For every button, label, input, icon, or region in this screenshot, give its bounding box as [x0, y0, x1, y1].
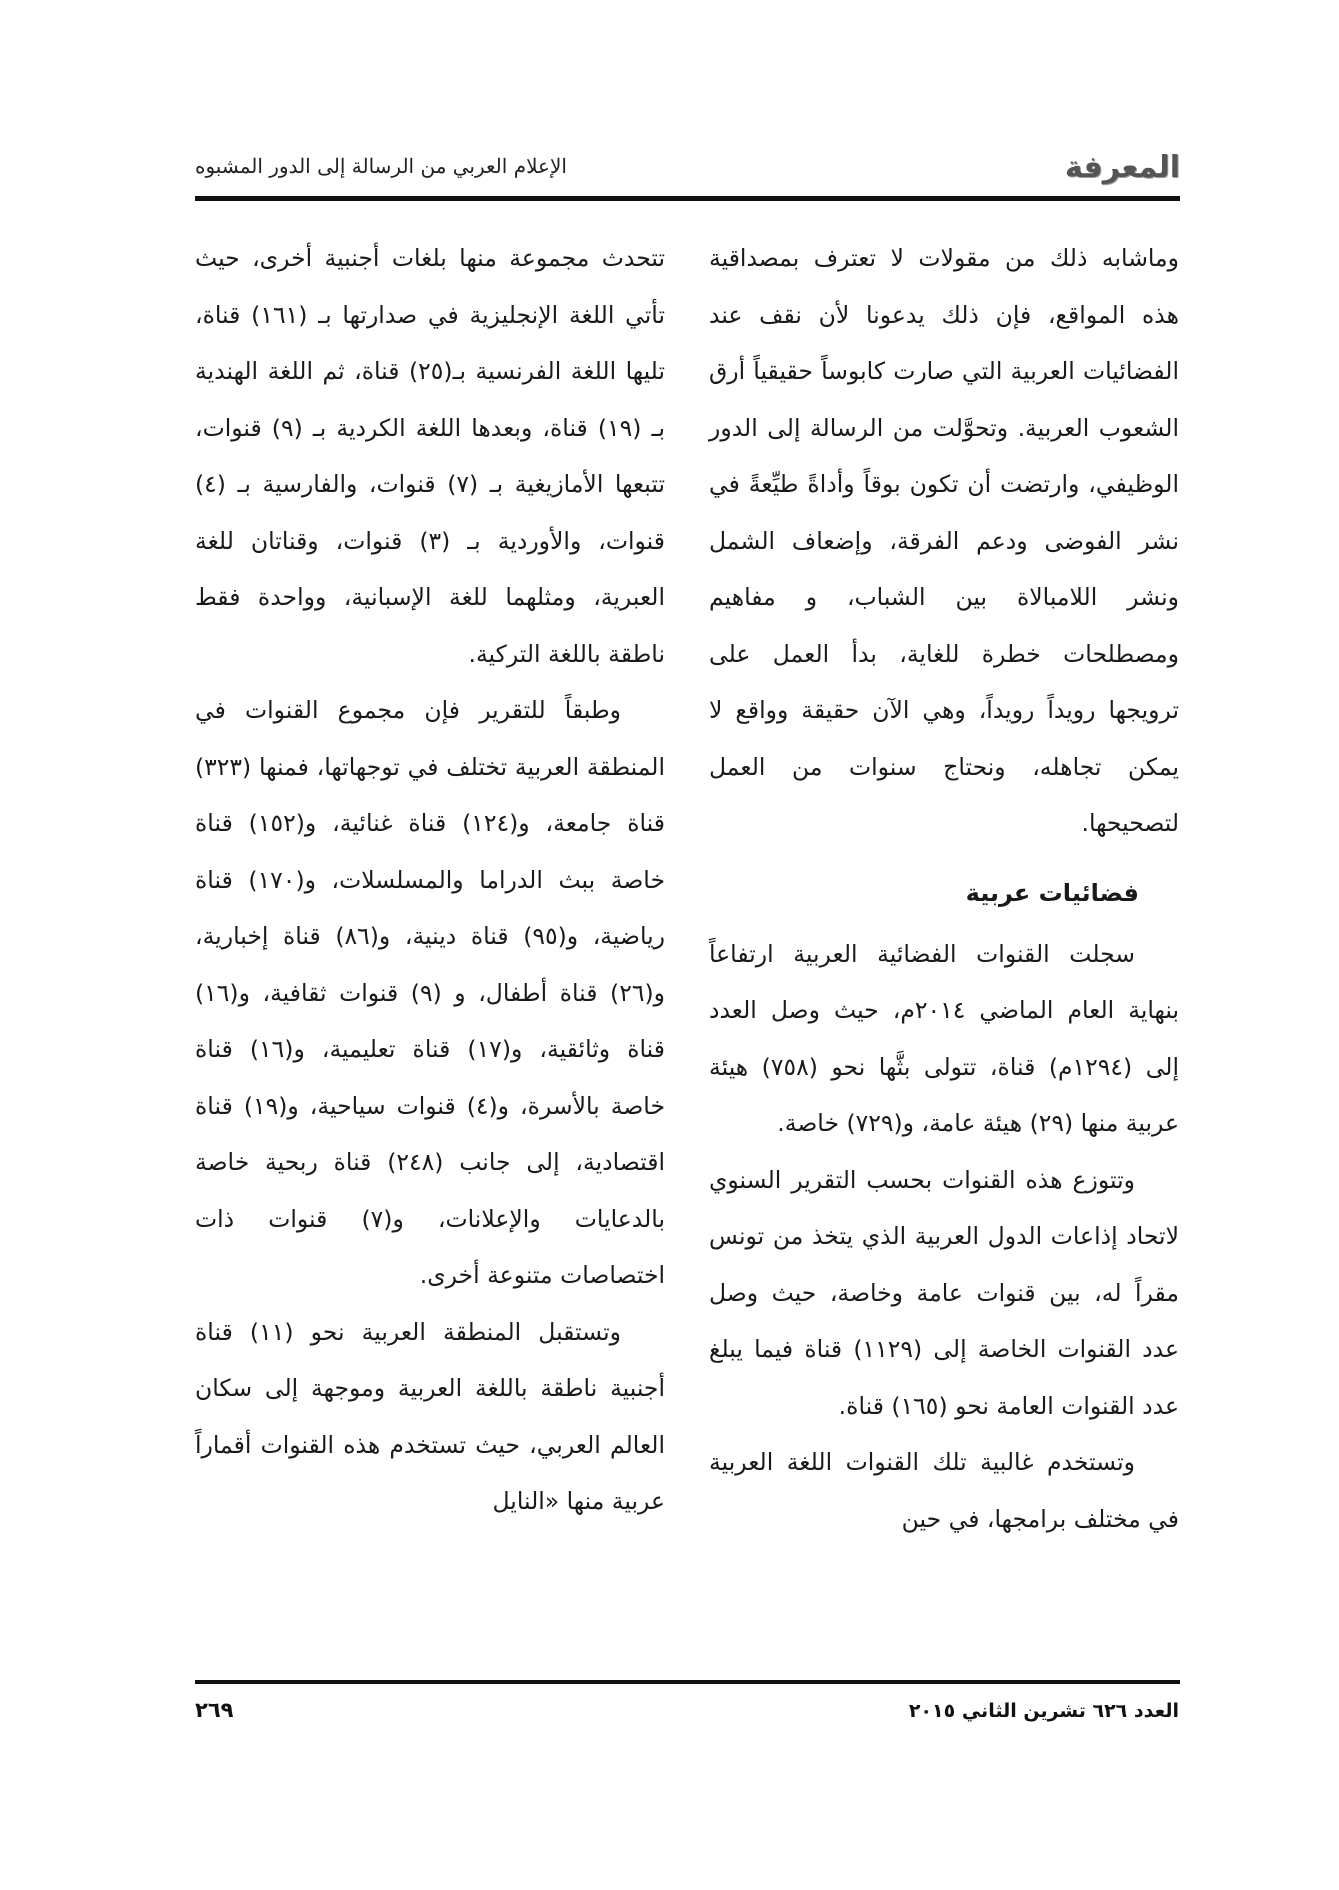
article-title: الإعلام العربي من الرسالة إلى الدور المشبوه — [195, 154, 567, 178]
footer-rule — [195, 1680, 1180, 1684]
paragraph: وتستقبل المنطقة العربية نحو (١١) قناة أجنبية ناطقة باللغة العربية وموجهة إلى سكان العالم العربي، حيث تستخدم هذه القنوات أقماراً عربية منها «النايل — [195, 1317, 665, 1515]
left-column — [195, 230, 665, 1530]
magazine-logo: المعرفة — [1064, 150, 1180, 185]
issue-info: العدد ٦٢٦ تشرين الثاني ٢٠١٥ — [908, 1700, 1179, 1722]
paragraph: تتحدث مجموعة منها بلغات أجنبية أخرى، حيث تأتي اللغة الإنجليزية في صدارتها بـ (١٦١) قناة، تليها اللغة الفرنسية بـ(٢٥) قناة، ثم اللغة الهندية بـ (١٩) قناة، وبعدها اللغة الكردية بـ (٩) قنوات، تتبعها الأمازيغية بـ (٧) قنوات، والفارسية بـ (٤) قنوات، والأوردية بـ (٣) قنوات، وقناتان للغة العبرية، ومثلهما للغة الإسبانية، وواحدة فقط ناطقة باللغة التركية. — [195, 244, 665, 668]
paragraph: وتتوزع هذه القنوات بحسب التقرير السنوي لاتحاد إذاعات الدول العربية الذي يتخذ من تونس مقراً له، بين قنوات عامة وخاصة، حيث وصل عدد القنوات الخاصة إلى (١١٢٩) قناة فيما يبلغ عدد القنوات العامة نحو (١٦٥) قناة. — [709, 1165, 1179, 1420]
page-number: ٢٦٩ — [195, 1698, 234, 1722]
paragraph: وماشابه ذلك من مقولات لا تعترف بمصداقية هذه المواقع، فإن ذلك يدعونا لأن نقف عند الفضائيات العربية التي صارت كابوساً حقيقياً أرق الشعوب العربية. وتحوَّلت من الرسالة إلى الدور الوظيفي، وارتضت أن تكون بوقاً وأداةً طيِّعةً في نشر الفوضى ودعم الفرقة، وإضعاف الشمل ونشر اللامبالاة بين الشباب، و مفاهيم ومصطلحات خطرة للغاية، بدأ العمل على ترويجها رويداً رويداً، وهي الآن حقيقة وواقع لا يمكن تجاهله، ونحتاج سنوات من العمل لتصحيحها. — [709, 244, 1179, 837]
paragraph: وطبقاً للتقرير فإن مجموع القنوات في المنطقة العربية تختلف في توجهاتها، فمنها (٣٢٣) قناة جامعة، و(١٢٤) قناة غنائية، و(١٥٢) قناة خاصة ببث الدراما والمسلسلات، و(١٧٠) قناة رياضية، و(٩٥) قناة دينية، و(٨٦) قناة إخبارية، و(٢٦) قناة أطفال، و (٩) قنوات ثقافية، و(١٦) قناة وثائقية، و(١٧) قناة تعليمية، و(١٦) قناة خاصة بالأسرة، و(٤) قنوات سياحية، و(١٩) قناة اقتصادية، إلى جانب (٢٤٨) قناة ربحية خاصة بالدعايات والإعلانات، و(٧) قنوات ذات اختصاصات متنوعة أخرى. — [195, 696, 666, 1289]
header-rule — [195, 196, 1180, 201]
running-header — [195, 150, 1180, 198]
paragraph: وتستخدم غالبية تلك القنوات اللغة العربية في مختلف برامجها، في حين — [709, 1448, 1179, 1533]
section-heading: فضائيات عربية — [965, 878, 1139, 907]
paragraph: سجلت القنوات الفضائية العربية ارتفاعاً بنهاية العام الماضي ٢٠١٤م، حيث وصل العدد إلى (١٢٩٤م) قناة، تتولى بثَّها نحو (٧٥٨) هيئة عربية منها (٢٩) هيئة عامة، و(٧٢٩) خاصة. — [709, 939, 1179, 1137]
right-column — [709, 230, 1179, 1547]
